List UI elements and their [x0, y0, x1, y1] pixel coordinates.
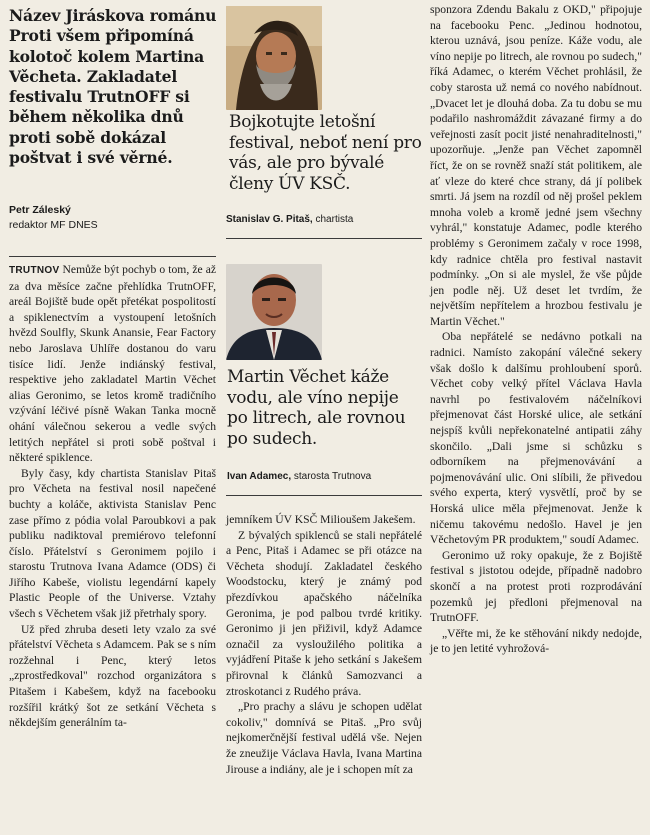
paragraph: Byly časy, kdy chartista Stanislav Pitaš pro Věcheta na festival nosil napečené buchty a koláče, aktivista Stanislav Penc zase přímo z pódia volal Paroubkovi a pak publiku nadiktoval premiérovo telefonní číslo. Přátelství s Geronimem pojilo i starostu Trutnova Ivana Adamce (ODS) či Jiřího Kabeše, violistu legendární kapely Plastic People of the Universe. Vztahy všech s Věchetem však již přetrhaly spory.	[9, 466, 216, 621]
article-column-left	[9, 262, 216, 731]
paragraph: sponzora Zdendu Bakalu z OKD," připojuje na facebooku Penc. „Jedinou hodnotou, kterou uznává, jsou peníze. Káže vodu, ale víno nepije po litrech, ale rovnou po sudech," říká Adamec, o kterém Věchet prohlásil, že coby starosta už nemá co nového nabídnout. „Dvacet let je dlouhá doba. Za tu dobu se mu podařilo nashromáždit závazané firmy a do veřejnosti zasít pocit jisté nenahraditelnosti," upozorňuje. „Jenže pan Věchet zapomněl říct, že on se rovněž snaží stát politikem, ale ať vleze do které chce strany, dá jí polibek smrti. Já jsem na rozdíl od něj prošel peklem mnoha voleb a kromě jedné jsem všechny vyhrál," konstatuje Adamec, podle kterého problémy s Geronimem začaly v roce 1998, kdy radnice chtěla pro festival nastavit podmínky. „On si ale myslel, že vše půjde jen podle něj. Už deset let tvrdím, že největším nepřítelem a hrozbou festivalu je Martin Věchet."	[430, 3, 642, 328]
paragraph: jemníkem ÚV KSČ Milioušem Jakešem.	[226, 513, 416, 526]
article-column-middle	[226, 512, 422, 777]
portrait-bearded-man-icon	[226, 6, 322, 110]
quote-2-name: Ivan Adamec,	[227, 471, 292, 482]
divider-quote-2	[226, 495, 422, 496]
divider-author	[9, 256, 216, 257]
quote-2-attribution	[227, 471, 371, 482]
paragraph: Z bývalých spiklenců se stali nepřátelé a Penc, Pitaš i Adamec se při otázce na Věcheta shodují. Zakladatel českého Woodstocku, který je známý pod přezdívkou apačského náčelníka Geronima, je pod palbou tvrdé kritiky. Geronimo ji jen přiživil, když Adamce označil za vysloužilého politika a vyjádření Pitaše k jeho setkání s Jakešem přirovnal k článků Samozvanci a ztroskotanci z Rudého práva.	[226, 528, 422, 698]
author-role: redaktor MF DNES	[9, 219, 98, 231]
author-name: Petr Záleský	[9, 204, 71, 216]
dateline: TRUTNOV	[9, 265, 60, 276]
paragraph	[9, 262, 216, 466]
divider-quote-1	[226, 238, 422, 239]
quote-2-role: starosta Trutnova	[293, 471, 372, 482]
paragraph: „Pro prachy a slávu je schopen udělat cokoliv," domnívá se Pitaš. „Pro svůj nejkomerčnější festival udělá vše. Nejen že zneužije Václava Havla, Ivana Martina Jirouse a indiány, ale je i schopen mít za	[226, 700, 422, 776]
article-lead: Název Jiráskova románu Proti všem připomíná kolotoč kolem Martina Věcheta. Zakladatel festivalu TrutnOFF si během několika dnů proti sobě dokázal poštvat i své věrné.	[9, 6, 217, 168]
article-column-right	[430, 2, 642, 657]
paragraph: „Věřte mi, že ke stěhování nikdy nedojde, je to jen letité vyhrožová-	[430, 626, 642, 656]
photo-stanislav-pitas	[226, 6, 322, 110]
quote-1-role: chartista	[315, 214, 354, 225]
portrait-man-in-suit-icon	[226, 264, 322, 360]
photo-ivan-adamec	[226, 264, 322, 360]
quote-1-attribution	[226, 214, 353, 225]
quote-1-name: Stanislav G. Pitaš,	[226, 214, 313, 225]
paragraph: Geronimo už roky opakuje, že z Bojiště festival s jistotou odejde, případně nadobro skončí a na protest proti rozprodávání pozemků jej předloni přejmenoval na TrutnOFF.	[430, 548, 642, 625]
paragraph: Už před zhruba deseti lety vzalo za své přátelství Věcheta s Adamcem. Pak se s ním rozžehnal i Penc, který letos „zprostředkoval" rozchod organizátora s Pitašem i Kabešem, když na facebooku rozšířil krátký šot ze setkání Věcheta s někdejším generálním ta-	[9, 622, 216, 730]
paragraph: Oba nepřátelé se nedávno potkali na radnici. Namísto zakopání válečné sekery však došlo k dalšímu prohloubení sporů. Věchet coby velký přítel Václava Havla navrhl po festivalovém náčelníkovi přejmenovat část Horské ulice, ale setkání nejspíš kvůli nepřekonatelné antipatii záhy skončilo. „Dali jsme si schůzku s odborníkem na přejmenovávání a pojmenovávání ulic. Oni slíbili, že přivedou svého experta, který vysvětlí, proč by se Horská ulice měla přejmenovat. Jenže k ničemu takovému nedošlo. Havel je jen Věchetovým PR produktem," soudí Adamec.	[430, 330, 642, 547]
paragraph-text: Nemůže být pochyb o tom, že až za dva měsíce začne přehlídka TrutnOFF, areál Bojiště bude opět přetékat pospolitostí a spiklenectvím a vystoupení letošních hvězd Soulfly, Skunk Anansie, Fear Factory nebo Jaroslava Uhlíře dostanou do varu tisíce lidí. Jenže indiánský festival, respektive jeho zakladatel Martin Věchet alias Geronimo, se letos kromě tradičního vzývání léčivé písně Wakan Tanka mocně ohání válečnou sekerou a vedle svých letitých nepřátel si proti sobě poštval i některé spiklence.	[9, 263, 217, 465]
pull-quote-1: Bojkotujte letošní festival, neboť není pro vás, ale pro bývalé členy ÚV KSČ.	[229, 112, 422, 194]
pull-quote-2: Martin Věchet káže vodu, ale víno nepije po litrech, ale rovnou po sudech.	[227, 367, 406, 449]
